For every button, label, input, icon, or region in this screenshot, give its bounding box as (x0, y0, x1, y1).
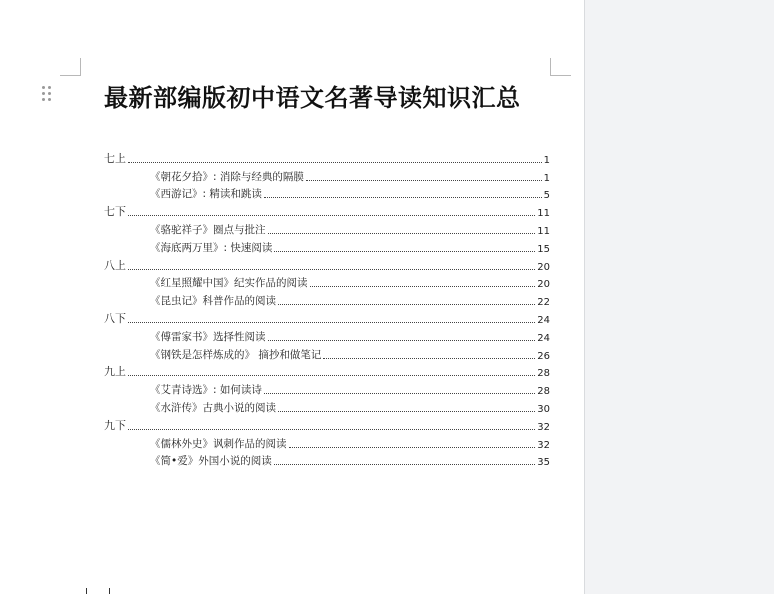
toc-entry-label: 《钢铁是怎样炼成的》 摘抄和做笔记 (150, 348, 322, 361)
margin-corner-top-left (60, 58, 81, 76)
toc-entry-label: 《简•爱》外国小说的阅读 (150, 455, 272, 468)
toc-entry-label: 《海底两万里》: 快速阅读 (150, 241, 273, 254)
toc-page-number: 26 (537, 350, 550, 362)
toc-entry-label: 七下 (104, 205, 126, 219)
toc-entry[interactable] (104, 344, 550, 362)
toc-page-number: 32 (537, 439, 550, 451)
toc-page-number: 28 (537, 368, 550, 380)
workspace-background (584, 0, 774, 594)
toc-entry-label: 八下 (104, 311, 126, 325)
toc-page-number: 1 (543, 154, 550, 166)
toc-heading-entry[interactable] (104, 308, 550, 326)
toc-entry-label: 七上 (104, 151, 126, 165)
toc-page-number: 32 (537, 421, 550, 433)
toc-dot-leader (310, 286, 536, 287)
toc-page-number: 24 (537, 332, 550, 344)
toc-dot-leader (323, 358, 535, 359)
toc-entry-label: 九上 (104, 365, 126, 379)
toc-dot-leader (268, 233, 536, 234)
toc-dot-leader (128, 375, 535, 376)
toc-page-number: 24 (537, 314, 550, 326)
toc-dot-leader (274, 251, 535, 252)
toc-page-number: 5 (543, 190, 550, 202)
toc-entry[interactable] (104, 219, 550, 237)
toc-page-number: 30 (537, 403, 550, 415)
toc-dot-leader (128, 162, 542, 163)
toc-heading-entry[interactable] (104, 415, 550, 433)
toc-page-number: 15 (537, 243, 550, 255)
toc-dot-leader (289, 447, 536, 448)
margin-corner-top-right (550, 58, 571, 76)
toc-entry-label: 《艾青诗选》: 如何读诗 (150, 384, 262, 397)
toc-entry-label: 八上 (104, 258, 126, 272)
toc-dot-leader (274, 464, 536, 465)
document-title[interactable]: 最新部编版初中语文名著导读知识汇总 (104, 83, 521, 112)
toc-dot-leader (128, 322, 535, 323)
toc-page-number: 20 (537, 279, 550, 291)
toc-entry-label: 《昆虫记》科普作品的阅读 (150, 295, 276, 308)
toc-entry[interactable] (104, 397, 550, 415)
toc-entry[interactable] (104, 326, 550, 344)
toc-dot-leader (264, 393, 535, 394)
toc-entry-label: 《红星照耀中国》纪实作品的阅读 (150, 277, 308, 290)
toc-dot-leader (264, 197, 542, 198)
toc-entry[interactable] (104, 379, 550, 397)
toc-entry-label: 《儒林外史》讽刺作品的阅读 (150, 437, 287, 450)
toc-entry-label: 九下 (104, 418, 126, 432)
toc-entry[interactable] (104, 290, 550, 308)
toc-entry-label: 《骆驼祥子》圈点与批注 (150, 223, 266, 236)
toc-heading-entry[interactable] (104, 201, 550, 219)
toc-page-number: 35 (537, 457, 550, 469)
toc-entry[interactable] (104, 433, 550, 451)
toc-heading-entry[interactable] (104, 255, 550, 273)
toc-entry-label: 《朝花夕拾》: 消除与经典的隔膜 (150, 170, 304, 183)
toc-dot-leader (278, 304, 535, 305)
toc-entry[interactable] (104, 273, 550, 291)
toc-dot-leader (128, 269, 535, 270)
table-of-contents (104, 148, 550, 468)
toc-page-number: 28 (537, 386, 550, 398)
toc-entry[interactable] (104, 184, 550, 202)
toc-entry-label: 《水浒传》古典小说的阅读 (150, 401, 276, 414)
toc-page-number: 20 (537, 261, 550, 273)
toc-dot-leader (268, 340, 536, 341)
drag-handle-icon[interactable] (42, 86, 52, 102)
toc-entry[interactable] (104, 451, 550, 469)
toc-entry[interactable] (104, 237, 550, 255)
toc-dot-leader (128, 215, 535, 216)
toc-entry-label: 《傅雷家书》选择性阅读 (150, 330, 266, 343)
toc-page-number: 11 (537, 208, 550, 220)
toc-entry[interactable] (104, 166, 550, 184)
toc-dot-leader (128, 429, 535, 430)
toc-dot-leader (278, 411, 535, 412)
toc-dot-leader (306, 180, 542, 181)
text-cursor-marker (86, 588, 110, 594)
toc-page-number: 22 (537, 297, 550, 309)
toc-page-number: 11 (537, 225, 550, 237)
toc-page-number: 1 (543, 172, 550, 184)
toc-heading-entry[interactable] (104, 148, 550, 166)
toc-entry-label: 《西游记》: 精读和跳读 (150, 188, 262, 201)
toc-heading-entry[interactable] (104, 362, 550, 380)
